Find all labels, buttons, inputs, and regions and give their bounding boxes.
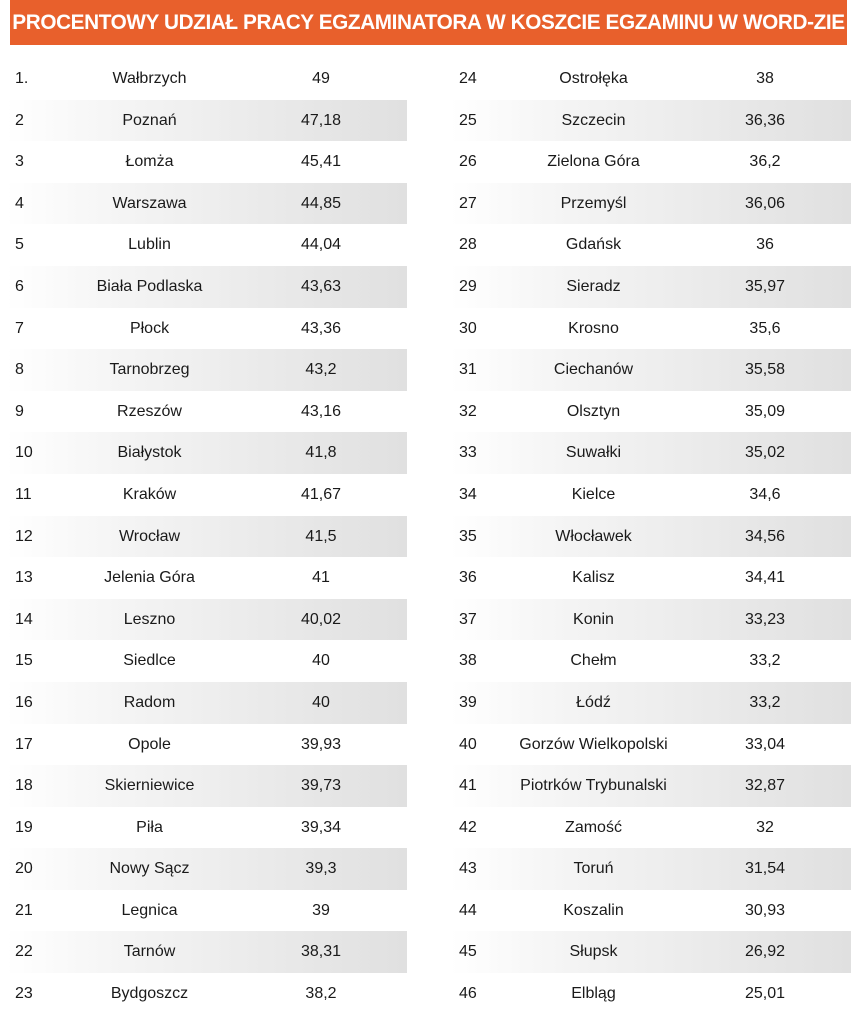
table-row xyxy=(450,308,851,350)
table-row xyxy=(450,807,851,849)
city-cell: Chełm xyxy=(570,652,617,670)
rank-cell: 27 xyxy=(459,194,477,212)
city-cell: Wałbrzych xyxy=(112,70,187,87)
city-cell: Gdańsk xyxy=(565,236,622,254)
rank-cell: 25 xyxy=(459,111,477,129)
table-row xyxy=(6,890,407,932)
value-cell: 31,54 xyxy=(744,860,786,878)
city-cell: Włocławek xyxy=(555,527,632,545)
city-cell: Lublin xyxy=(128,236,171,254)
value-cell: 45,41 xyxy=(300,153,342,171)
table-row xyxy=(6,848,407,890)
table-title: PROCENTOWY UDZIAŁ PRACY EGZAMINATORA W KOSZCIE EGZAMINU W WORD-ZIE xyxy=(10,0,847,45)
rank-cell: 22 xyxy=(15,943,33,961)
value-cell: 34,6 xyxy=(749,485,781,503)
value-cell: 38,31 xyxy=(300,943,342,961)
rank-cell: 11 xyxy=(15,485,32,503)
city-cell: Toruń xyxy=(573,860,614,878)
table-row xyxy=(450,432,851,474)
table-row xyxy=(450,474,851,516)
value-cell: 30,93 xyxy=(744,901,786,919)
table-row xyxy=(450,141,851,183)
value-cell: 35,58 xyxy=(744,361,786,379)
city-cell: Jelenia Góra xyxy=(104,569,195,587)
rank-cell: 1. xyxy=(15,70,29,87)
city-cell: Konin xyxy=(573,610,614,628)
table-row xyxy=(6,474,407,516)
value-cell: 36 xyxy=(756,236,774,254)
city-cell: Krosno xyxy=(568,319,619,337)
table-row xyxy=(450,931,851,973)
rank-cell: 17 xyxy=(15,735,33,753)
city-cell: Kraków xyxy=(122,485,177,503)
table-row xyxy=(6,183,407,225)
rank-cell: 37 xyxy=(459,610,477,628)
rank-cell: 33 xyxy=(459,444,477,462)
rank-cell: 45 xyxy=(459,943,477,961)
city-cell: Płock xyxy=(129,319,170,337)
city-cell: Nowy Sącz xyxy=(109,860,190,878)
rank-cell: 20 xyxy=(15,860,33,878)
city-cell: Bydgoszcz xyxy=(110,985,189,1003)
table-row xyxy=(6,557,407,599)
rank-cell: 30 xyxy=(459,319,477,337)
table-row xyxy=(6,308,407,350)
value-cell: 36,2 xyxy=(749,153,781,171)
city-cell: Leszno xyxy=(123,610,176,628)
city-cell: Poznań xyxy=(122,111,177,129)
table-row xyxy=(6,599,407,641)
rank-cell: 41 xyxy=(459,777,477,795)
table-row xyxy=(450,58,851,100)
value-cell: 39 xyxy=(312,901,330,919)
table-row xyxy=(450,640,851,682)
city-cell: Białystok xyxy=(117,444,182,462)
rank-cell: 29 xyxy=(459,277,477,295)
value-cell: 34,41 xyxy=(744,569,786,587)
city-cell: Suwałki xyxy=(565,444,622,462)
value-cell: 40 xyxy=(312,652,330,670)
table-row xyxy=(450,349,851,391)
value-cell: 43,2 xyxy=(305,361,337,379)
table-row xyxy=(6,391,407,433)
table-row xyxy=(6,266,407,308)
value-cell: 43,36 xyxy=(300,319,342,337)
city-cell: Legnica xyxy=(121,901,178,919)
city-cell: Tarnów xyxy=(123,943,176,961)
table-row xyxy=(6,100,407,142)
city-cell: Skierniewice xyxy=(104,777,195,795)
rank-cell: 28 xyxy=(459,236,477,254)
rank-cell: 16 xyxy=(15,693,33,711)
city-cell: Łomża xyxy=(125,153,174,171)
table-row xyxy=(6,931,407,973)
rank-cell: 19 xyxy=(15,818,33,836)
table-row xyxy=(450,183,851,225)
value-cell: 32,87 xyxy=(744,777,786,795)
table-row xyxy=(6,765,407,807)
value-cell: 43,63 xyxy=(300,277,342,295)
city-cell: Olsztyn xyxy=(566,402,621,420)
city-cell: Wrocław xyxy=(118,527,181,545)
rank-cell: 24 xyxy=(459,70,477,87)
value-cell: 47,18 xyxy=(300,111,342,129)
table-row xyxy=(450,100,851,142)
value-cell: 41 xyxy=(312,569,330,587)
rank-cell: 7 xyxy=(15,319,24,337)
table-row xyxy=(450,724,851,766)
rank-cell: 23 xyxy=(15,985,33,1003)
value-cell: 35,02 xyxy=(744,444,786,462)
table-row xyxy=(6,58,407,100)
city-cell: Koszalin xyxy=(563,901,624,919)
value-cell: 25,01 xyxy=(744,985,786,1003)
rank-cell: 4 xyxy=(15,194,24,212)
value-cell: 38 xyxy=(756,70,774,87)
rank-cell: 12 xyxy=(15,527,33,545)
rank-cell: 46 xyxy=(459,985,477,1003)
value-cell: 41,5 xyxy=(305,527,337,545)
rank-cell: 38 xyxy=(459,652,477,670)
rank-cell: 31 xyxy=(459,361,477,379)
city-cell: Zamość xyxy=(565,818,622,836)
value-cell: 40 xyxy=(312,693,330,711)
table-row xyxy=(6,682,407,724)
city-cell: Piotrków Trybunalski xyxy=(520,777,667,795)
city-cell: Opole xyxy=(128,735,171,753)
city-cell: Radom xyxy=(123,693,176,711)
value-cell: 35,6 xyxy=(749,319,781,337)
table-row xyxy=(6,724,407,766)
value-cell: 32 xyxy=(756,818,774,836)
city-cell: Gorzów Wielkopolski xyxy=(519,735,668,753)
rank-cell: 9 xyxy=(15,402,24,420)
value-cell: 35,09 xyxy=(744,402,786,420)
value-cell: 41,67 xyxy=(300,485,342,503)
city-cell: Siedlce xyxy=(123,652,176,670)
value-cell: 39,3 xyxy=(305,860,337,878)
city-cell: Kalisz xyxy=(572,569,615,587)
value-cell: 36,36 xyxy=(744,111,786,129)
rank-cell: 21 xyxy=(15,901,33,919)
city-cell: Przemyśl xyxy=(560,194,627,212)
rank-cell: 10 xyxy=(15,444,33,462)
rank-cell: 44 xyxy=(459,901,477,919)
city-cell: Tarnobrzeg xyxy=(109,361,190,379)
value-cell: 36,06 xyxy=(744,194,786,212)
table-row xyxy=(450,391,851,433)
value-cell: 39,73 xyxy=(300,777,342,795)
rank-cell: 36 xyxy=(459,569,477,587)
rank-cell: 26 xyxy=(459,153,477,171)
city-cell: Sieradz xyxy=(566,277,621,295)
rank-cell: 40 xyxy=(459,735,477,753)
table-row xyxy=(450,682,851,724)
rank-cell: 2 xyxy=(15,111,24,129)
city-cell: Warszawa xyxy=(112,194,187,212)
value-cell: 49 xyxy=(312,70,330,87)
city-cell: Łódź xyxy=(576,693,611,711)
rank-cell: 35 xyxy=(459,527,477,545)
rank-cell: 39 xyxy=(459,693,477,711)
rank-cell: 42 xyxy=(459,818,477,836)
table-row xyxy=(450,890,851,932)
rank-cell: 34 xyxy=(459,485,477,503)
value-cell: 39,93 xyxy=(300,735,342,753)
table-row xyxy=(6,640,407,682)
value-cell: 41,8 xyxy=(305,444,337,462)
city-cell: Zielona Góra xyxy=(547,153,640,171)
rank-cell: 3 xyxy=(15,153,24,171)
city-cell: Rzeszów xyxy=(117,402,182,420)
table-row xyxy=(6,141,407,183)
table-row xyxy=(450,848,851,890)
city-cell: Szczecin xyxy=(561,111,626,129)
rank-cell: 13 xyxy=(15,569,33,587)
city-cell: Słupsk xyxy=(569,943,618,961)
city-cell: Kielce xyxy=(571,485,616,503)
rank-cell: 15 xyxy=(15,652,33,670)
value-cell: 43,16 xyxy=(300,402,342,420)
rank-cell: 5 xyxy=(15,236,24,254)
table-row xyxy=(6,432,407,474)
table-row xyxy=(450,557,851,599)
value-cell: 35,97 xyxy=(744,277,786,295)
value-cell: 44,85 xyxy=(300,194,342,212)
value-cell: 33,04 xyxy=(744,735,786,753)
value-cell: 39,34 xyxy=(300,818,342,836)
table-row xyxy=(450,973,851,1015)
city-cell: Ostrołęka xyxy=(559,70,628,87)
value-cell: 33,23 xyxy=(744,610,786,628)
table-row xyxy=(6,973,407,1015)
table-row xyxy=(6,349,407,391)
rank-cell: 32 xyxy=(459,402,477,420)
city-cell: Biała Podlaska xyxy=(96,277,203,295)
table-row xyxy=(6,807,407,849)
table-row xyxy=(6,516,407,558)
value-cell: 44,04 xyxy=(300,236,342,254)
table-row xyxy=(450,266,851,308)
city-cell: Elbląg xyxy=(571,985,616,1003)
table-row xyxy=(6,224,407,266)
value-cell: 40,02 xyxy=(300,610,342,628)
value-cell: 33,2 xyxy=(749,693,781,711)
table-column-right xyxy=(450,58,851,1015)
city-cell: Piła xyxy=(136,818,163,836)
table-row xyxy=(450,765,851,807)
table-row xyxy=(450,224,851,266)
table-row xyxy=(450,516,851,558)
rank-cell: 18 xyxy=(15,777,33,795)
value-cell: 38,2 xyxy=(305,985,337,1003)
rank-cell: 14 xyxy=(15,610,33,628)
value-cell: 34,56 xyxy=(744,527,786,545)
city-cell: Ciechanów xyxy=(553,361,634,379)
table-row xyxy=(450,599,851,641)
rank-cell: 6 xyxy=(15,277,24,295)
rank-cell: 43 xyxy=(459,860,477,878)
table-column-left xyxy=(6,58,407,1015)
rank-cell: 8 xyxy=(15,361,24,379)
value-cell: 33,2 xyxy=(749,652,781,670)
value-cell: 26,92 xyxy=(744,943,786,961)
